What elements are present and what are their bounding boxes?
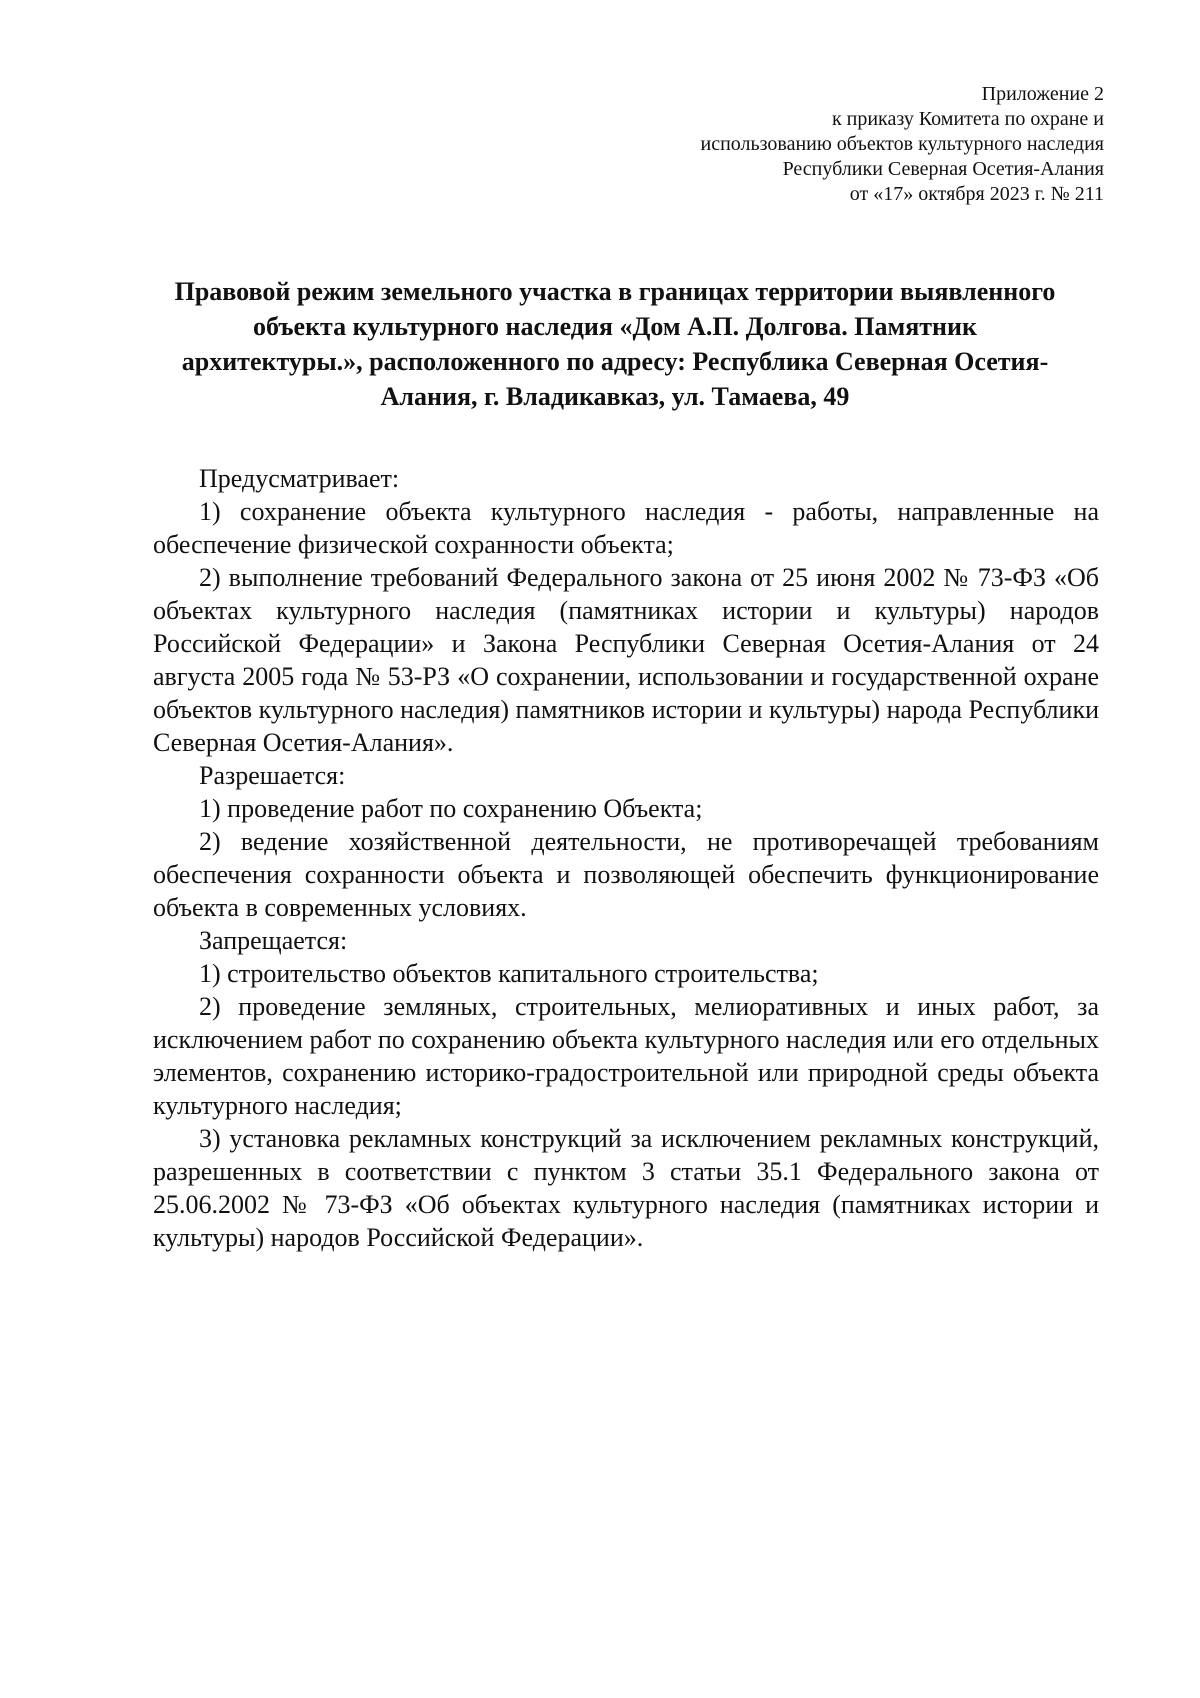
prohibited-item: 3) установка рекламных конструкций за исключением рекламных конструкций, разрешенных в соответствии с пунктом 3 статьи 35.1 Федерального закона от 25.06.2002 № 73-ФЗ «Об объектах культурного наследия (памятниках истории и культуры) народов Российской Федерации». (153, 1124, 1099, 1252)
title-line: Правовой режим земельного участка в границах территории выявленного (174, 277, 1056, 306)
prohibited-item: 2) проведение земляных, строительных, мелиоративных и иных работ, за исключением работ по сохранению объекта культурного наследия или его отдельных элементов, сохранению историко-градостроительной или природной среды объекта культурного наследия; (153, 992, 1099, 1120)
title-line: архитектуры.», расположенного по адресу: Республика Северная Осетия- (181, 347, 1049, 376)
allowed-item: 2) ведение хозяйственной деятельности, не противоречащей требованиям обеспечения сохранности объекта и позволяющей обеспечить функционирование объекта в современных условиях. (153, 827, 1099, 922)
prohibited-item: 1) строительство объектов капитального строительства; (199, 959, 819, 988)
appendix-line: Республики Северная Осетия-Алания (782, 158, 1104, 180)
title-line: объекта культурного наследия «Дом А.П. Долгова. Памятник (253, 312, 977, 341)
provides-item: 1) сохранение объекта культурного наследия - работы, направленные на обеспечение физической сохранности объекта; (153, 497, 1099, 559)
appendix-line: использованию объектов культурного наследия (700, 133, 1104, 155)
allowed-item: 1) проведение работ по сохранению Объекта; (199, 794, 703, 823)
provides-heading: Предусматривает: (199, 464, 400, 493)
title-line: Алания, г. Владикавказ, ул. Тамаева, 49 (380, 382, 850, 411)
appendix-line: Приложение 2 (981, 83, 1104, 105)
appendix-line: к приказу Комитета по охране и (831, 108, 1104, 130)
prohibited-heading: Запрещается: (199, 926, 348, 955)
document-title (140, 274, 1090, 414)
document-body (153, 462, 1099, 1254)
allowed-heading: Разрешается: (199, 761, 346, 790)
appendix-header (701, 82, 1105, 207)
appendix-line: от «17» октября 2023 г. № 211 (849, 183, 1104, 205)
provides-item: 2) выполнение требований Федерального закона от 25 июня 2002 № 73-ФЗ «Об объектах культурного наследия (памятниках истории и культуры) народов Российской Федерации» и Закона Республики Северная Осетия-Алания от 24 августа 2005 года № 53-РЗ «О сохранении, использовании и государственной охране объектов культурного наследия) памятников истории и культуры) народа Республики Северная Осетия-Алания». (153, 563, 1099, 757)
